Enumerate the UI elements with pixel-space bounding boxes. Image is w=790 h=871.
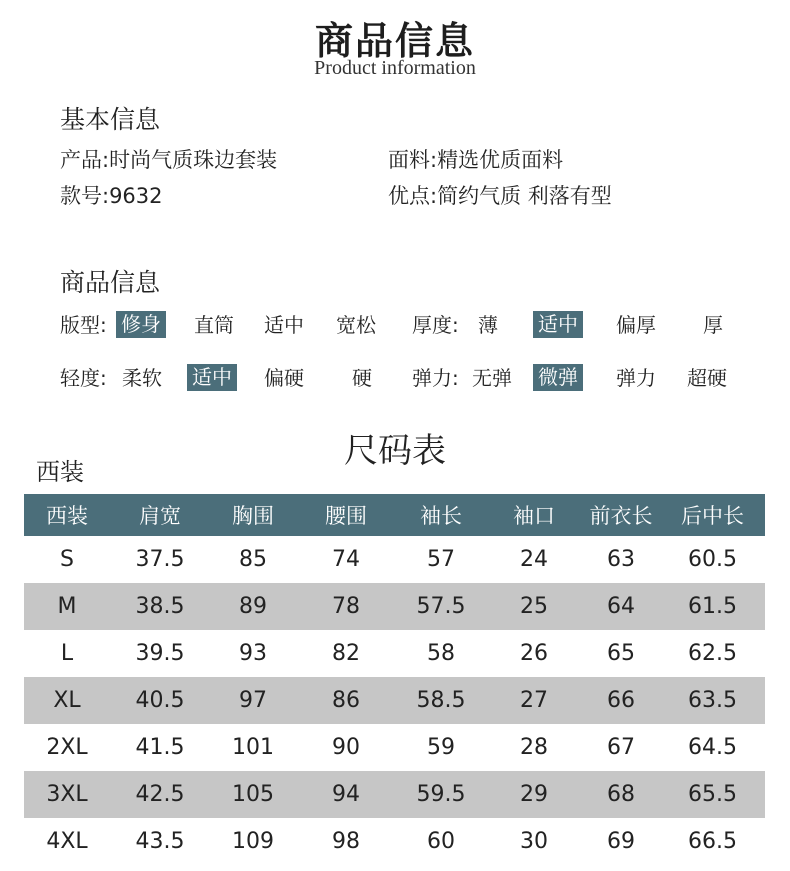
measurement-cell: 74 <box>332 547 360 572</box>
measurement-cell: 89 <box>210 583 296 630</box>
size-cell: XL <box>24 677 110 724</box>
size-chart-title: 尺码表 <box>344 431 446 471</box>
measurement-cell: 58 <box>427 641 455 666</box>
measurement-cell: 43.5 <box>135 829 185 854</box>
measurement-cell: 30 <box>520 829 548 854</box>
thickness-option-slightly-thick: 偏厚 <box>616 313 656 337</box>
measurement-cell: 28 <box>520 735 548 760</box>
measurement-cell: 109 <box>232 829 274 854</box>
softness-option-soft: 柔软 <box>122 366 162 390</box>
measurement-cell: 78 <box>296 583 396 630</box>
measurement-cell: 58.5 <box>396 677 486 724</box>
size-chart-label: 西装 <box>36 458 84 486</box>
measurement-cell: 67 <box>607 735 635 760</box>
measurement-cell: 42.5 <box>110 771 210 818</box>
measurement-cell: 93 <box>239 641 267 666</box>
advantage-info: 优点:简约气质 利落有型 <box>388 184 612 208</box>
elasticity-option-none: 无弹 <box>472 366 512 390</box>
column-header: 腰围 <box>296 494 396 536</box>
measurement-cell: 97 <box>210 677 296 724</box>
measurement-cell: 65.5 <box>660 771 765 818</box>
elasticity-option-stretch: 弹力 <box>616 366 656 390</box>
column-header: 前衣长 <box>582 494 660 536</box>
measurement-cell: 57 <box>427 547 455 572</box>
table-row <box>24 536 765 583</box>
table-header-row <box>24 494 765 536</box>
measurement-cell: 59 <box>427 735 455 760</box>
product-name: 产品:时尚气质珠边套装 <box>60 148 278 172</box>
measurement-cell: 39.5 <box>135 641 185 666</box>
thickness-label: 厚度: <box>412 313 459 337</box>
measurement-cell: 98 <box>332 829 360 854</box>
table-row <box>24 677 765 724</box>
attributes-heading: 商品信息 <box>60 268 161 297</box>
thickness-option-thin: 薄 <box>478 313 498 337</box>
table-row <box>24 818 765 865</box>
measurement-cell: 62.5 <box>688 641 737 666</box>
measurement-cell: 64 <box>582 583 660 630</box>
size-cell: 3XL <box>24 771 110 818</box>
measurement-cell: 27 <box>486 677 582 724</box>
measurement-cell: 29 <box>486 771 582 818</box>
column-header: 肩宽 <box>110 494 210 536</box>
size-cell: S <box>60 547 74 572</box>
elasticity-option-slight: 微弹 <box>533 364 583 391</box>
fit-option-straight: 直筒 <box>194 313 234 337</box>
fit-option-loose: 宽松 <box>336 313 376 337</box>
measurement-cell: 68 <box>582 771 660 818</box>
table-row <box>24 724 765 771</box>
page-subtitle: Product information <box>314 57 476 79</box>
measurement-cell: 24 <box>520 547 548 572</box>
thickness-option-thick: 厚 <box>703 313 723 337</box>
fit-option-moderate: 适中 <box>264 313 304 337</box>
measurement-cell: 101 <box>232 735 274 760</box>
column-header: 袖口 <box>486 494 582 536</box>
measurement-cell: 94 <box>296 771 396 818</box>
measurement-cell: 59.5 <box>396 771 486 818</box>
measurement-cell: 105 <box>210 771 296 818</box>
elasticity-option-super-hard: 超硬 <box>687 366 727 390</box>
softness-label: 轻度: <box>60 366 107 390</box>
page-title: 商品信息 <box>314 18 475 63</box>
elasticity-label: 弹力: <box>412 366 459 390</box>
column-header: 后中长 <box>660 494 765 536</box>
basic-info-heading: 基本信息 <box>60 105 161 134</box>
measurement-cell: 64.5 <box>688 735 737 760</box>
table-row <box>24 630 765 677</box>
softness-option-hard: 硬 <box>352 366 372 390</box>
model-number: 款号:9632 <box>60 184 163 208</box>
measurement-cell: 85 <box>239 547 267 572</box>
measurement-cell: 40.5 <box>110 677 210 724</box>
measurement-cell: 90 <box>332 735 360 760</box>
column-header: 袖长 <box>396 494 486 536</box>
thickness-option-moderate: 适中 <box>533 311 583 338</box>
fit-option-slim: 修身 <box>116 311 166 338</box>
measurement-cell: 86 <box>296 677 396 724</box>
measurement-cell: 63.5 <box>660 677 765 724</box>
column-header: 西装 <box>24 494 110 536</box>
size-cell: 2XL <box>46 735 88 760</box>
measurement-cell: 63 <box>607 547 635 572</box>
measurement-cell: 65 <box>607 641 635 666</box>
measurement-cell: 41.5 <box>135 735 185 760</box>
measurement-cell: 66 <box>582 677 660 724</box>
measurement-cell: 25 <box>486 583 582 630</box>
measurement-cell: 26 <box>520 641 548 666</box>
measurement-cell: 57.5 <box>396 583 486 630</box>
size-cell: L <box>60 641 74 666</box>
measurement-cell: 82 <box>332 641 360 666</box>
softness-option-slightly-hard: 偏硬 <box>264 366 304 390</box>
measurement-cell: 66.5 <box>688 829 737 854</box>
measurement-cell: 69 <box>607 829 635 854</box>
measurement-cell: 37.5 <box>135 547 185 572</box>
measurement-cell: 60 <box>427 829 455 854</box>
measurement-cell: 60.5 <box>688 547 737 572</box>
size-cell: M <box>24 583 110 630</box>
measurement-cell: 61.5 <box>660 583 765 630</box>
measurement-cell: 38.5 <box>110 583 210 630</box>
fit-label: 版型: <box>60 313 107 337</box>
column-header: 胸围 <box>210 494 296 536</box>
table-row <box>24 583 765 630</box>
fabric-info: 面料:精选优质面料 <box>388 148 564 172</box>
softness-option-moderate: 适中 <box>187 364 237 391</box>
table-row <box>24 771 765 818</box>
size-chart-table <box>24 494 765 865</box>
size-cell: 4XL <box>46 829 88 854</box>
